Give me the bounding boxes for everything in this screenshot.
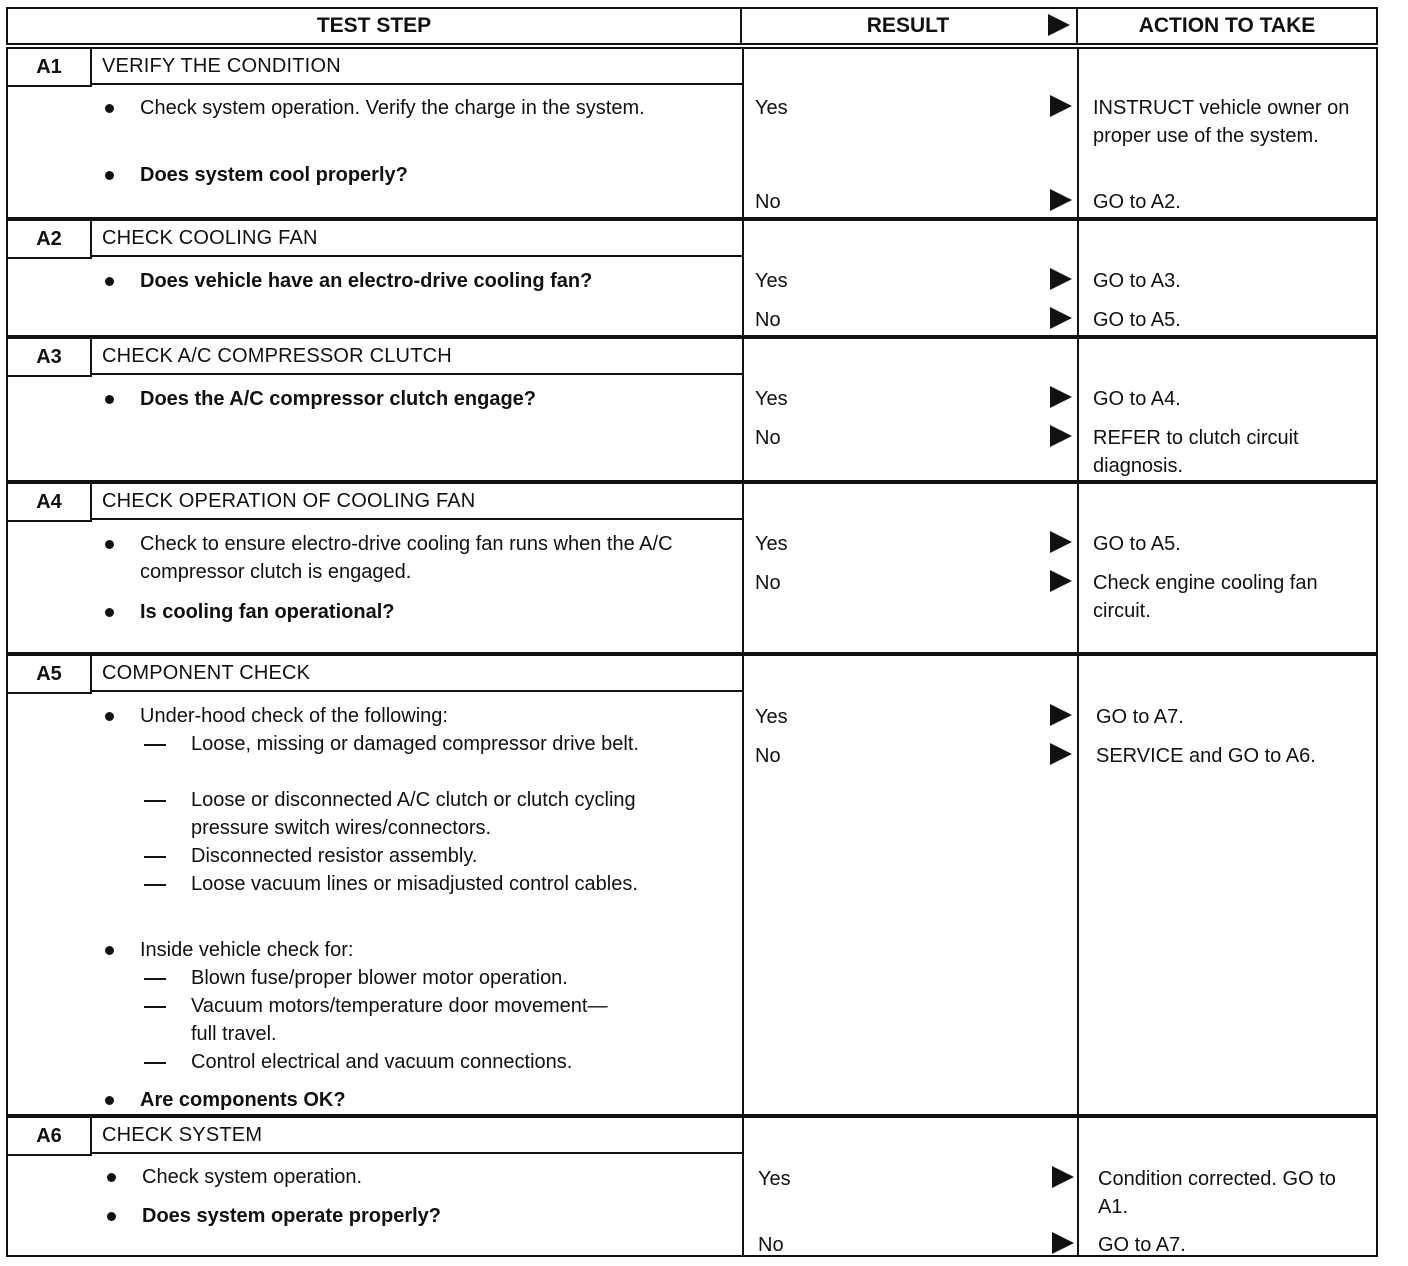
step-a4 (6, 482, 1378, 654)
result-yes: Yes (755, 706, 788, 728)
result-no: No (755, 572, 781, 594)
step-question: Does system operate properly? (142, 1205, 441, 1227)
action-yes: GO to A4. (1093, 388, 1181, 410)
result-yes: Yes (755, 533, 788, 555)
dash-icon (144, 744, 166, 746)
action-no: GO to A2. (1093, 191, 1181, 213)
result-yes: Yes (758, 1168, 791, 1190)
step-item: Check to ensure electro-drive cooling fan runs when the A/C compressor clutch is engaged. (140, 533, 673, 583)
arrow-icon (1050, 268, 1072, 290)
step-title: CHECK OPERATION OF COOLING FAN (92, 484, 742, 520)
step-question: Is cooling fan operational? (140, 601, 395, 623)
step-title: CHECK SYSTEM (92, 1118, 742, 1154)
sub-item: Blown fuse/proper blower motor operation. (191, 967, 568, 989)
diagnostic-table (6, 7, 1378, 1257)
bullet-icon (105, 712, 114, 721)
step-title: CHECK COOLING FAN (92, 221, 742, 257)
arrow-icon (1050, 425, 1072, 447)
step-item: Inside vehicle check for: (140, 939, 354, 961)
step-question: Does system cool properly? (140, 164, 408, 186)
step-title: CHECK A/C COMPRESSOR CLUTCH (92, 339, 742, 375)
step-id: A3 (8, 339, 92, 375)
step-id: A2 (8, 221, 92, 257)
dash-icon (144, 856, 166, 858)
bullet-icon (105, 277, 114, 286)
bullet-icon (105, 608, 114, 617)
action-yes: INSTRUCT vehicle owner on proper use of the system. (1093, 97, 1350, 147)
bullet-icon (105, 104, 114, 113)
step-question: Are components OK? (140, 1089, 346, 1111)
action-yes: GO to A3. (1093, 270, 1181, 292)
result-no: No (758, 1234, 784, 1256)
arrow-icon (1052, 1166, 1074, 1188)
arrow-icon (1050, 743, 1072, 765)
result-yes: Yes (755, 388, 788, 410)
result-no: No (755, 427, 781, 449)
step-a1 (6, 47, 1378, 219)
step-id: A5 (8, 656, 92, 692)
arrow-icon (1050, 307, 1072, 329)
action-no: GO to A7. (1098, 1234, 1186, 1256)
header-test-step: TEST STEP (6, 7, 742, 45)
sub-item: Disconnected resistor assembly. (191, 845, 478, 867)
step-item: Check system operation. Verify the charge in the system. (140, 97, 645, 119)
result-no: No (755, 309, 781, 331)
bullet-icon (105, 171, 114, 180)
step-a6 (6, 1116, 1378, 1257)
action-yes: Condition corrected. GO to A1. (1098, 1168, 1336, 1218)
bullet-icon (105, 1096, 114, 1105)
step-a2 (6, 219, 1378, 337)
bullet-icon (107, 1212, 116, 1221)
arrow-icon (1050, 531, 1072, 553)
dash-icon (144, 978, 166, 980)
action-no: GO to A5. (1093, 309, 1181, 331)
step-question: Does vehicle have an electro-drive cooling fan? (140, 270, 593, 292)
arrow-icon (1050, 386, 1072, 408)
arrow-icon (1052, 1232, 1074, 1254)
arrow-icon (1050, 189, 1072, 211)
action-no: Check engine cooling fan circuit. (1093, 572, 1318, 622)
header-result: RESULT (740, 7, 1078, 45)
step-a5 (6, 654, 1378, 1116)
action-no: REFER to clutch circuit diagnosis. (1093, 427, 1299, 477)
sub-item: Loose vacuum lines or misadjusted control cables. (191, 873, 638, 895)
sub-item: Loose or disconnected A/C clutch or clutch cycling pressure switch wires/connectors. (191, 789, 636, 839)
action-yes: GO to A5. (1093, 533, 1181, 555)
arrow-icon (1050, 704, 1072, 726)
arrow-icon (1050, 95, 1072, 117)
header-arrow-icon (1048, 14, 1070, 36)
step-id: A4 (8, 484, 92, 520)
result-no: No (755, 191, 781, 213)
step-item: Under-hood check of the following: (140, 705, 448, 727)
step-id: A1 (8, 49, 92, 85)
bullet-icon (107, 1173, 116, 1182)
dash-icon (144, 884, 166, 886)
action-yes: GO to A7. (1096, 706, 1184, 728)
result-yes: Yes (755, 97, 788, 119)
arrow-icon (1050, 570, 1072, 592)
header-action: ACTION TO TAKE (1076, 7, 1378, 45)
step-title: VERIFY THE CONDITION (92, 49, 742, 85)
step-question: Does the A/C compressor clutch engage? (140, 388, 537, 410)
sub-item: Control electrical and vacuum connections. (191, 1051, 573, 1073)
action-no: SERVICE and GO to A6. (1096, 745, 1316, 767)
step-title: COMPONENT CHECK (92, 656, 742, 692)
bullet-icon (105, 395, 114, 404)
dash-icon (144, 1062, 166, 1064)
bullet-icon (105, 540, 114, 549)
sub-item: Vacuum motors/temperature door movement—full travel. (191, 995, 608, 1045)
result-no: No (755, 745, 781, 767)
bullet-icon (105, 946, 114, 955)
step-item: Check system operation. (142, 1166, 363, 1188)
dash-icon (144, 1006, 166, 1008)
dash-icon (144, 800, 166, 802)
step-id: A6 (8, 1118, 92, 1154)
result-yes: Yes (755, 270, 788, 292)
step-a3 (6, 337, 1378, 482)
sub-item: Loose, missing or damaged compressor drive belt. (191, 733, 639, 755)
